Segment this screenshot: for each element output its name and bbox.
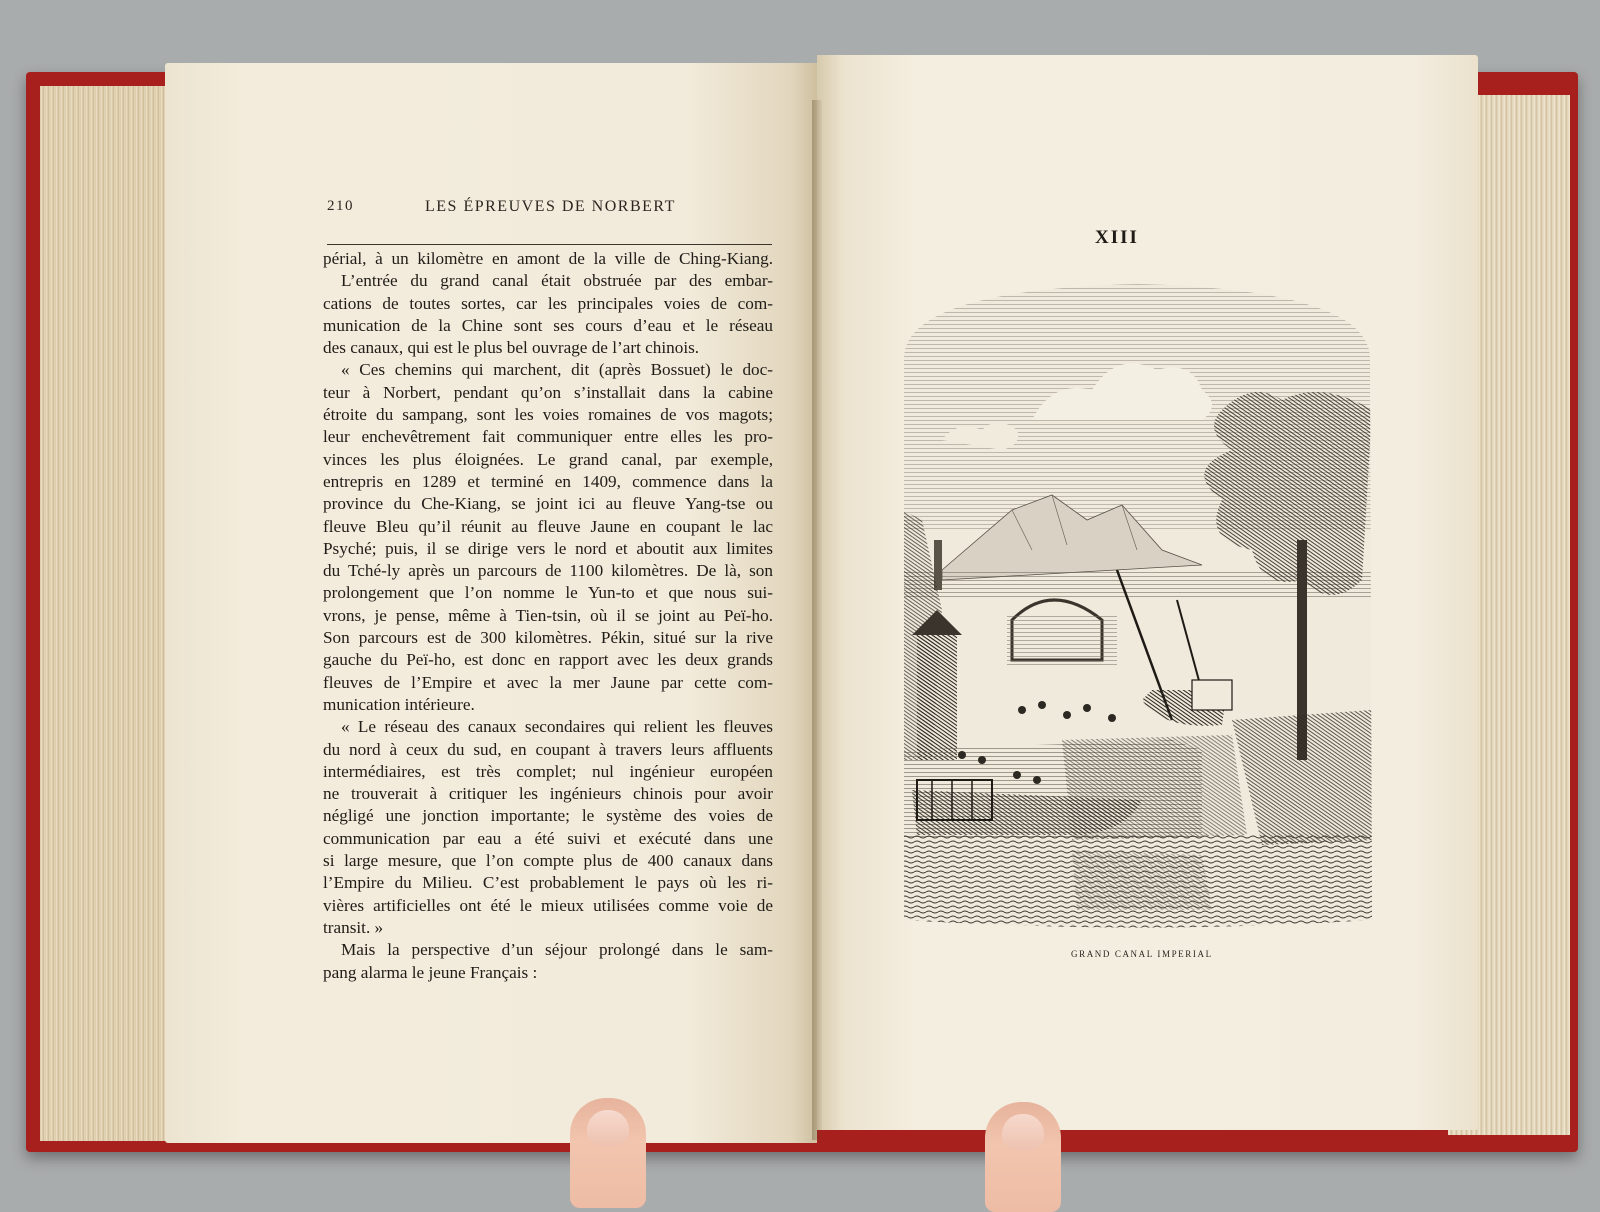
page-number: 210 — [327, 198, 354, 214]
page-edges-left — [40, 86, 168, 1141]
text-line: entrepris en 1289 et terminé en 1409, commence dans la — [323, 471, 773, 491]
text-line: fleuves de l’Empire et avec la mer Jaune par cette com- — [323, 672, 773, 692]
text-line: teur à Norbert, pendant qu’on s’installait dans la cabine — [323, 382, 773, 402]
engraving-illustration — [902, 280, 1374, 930]
text-line: vinces les plus éloignées. Le grand canal, par exemple, — [323, 449, 773, 469]
text-line: vrons, je pense, même à Tien-tsin, où il se joint au Peï-ho. — [323, 605, 773, 625]
text-line: « Le réseau des canaux secondaires qui relient les fleuves — [341, 717, 773, 737]
text-line: étroite du sampang, sont les voies romaines de vos magots; — [323, 405, 773, 425]
thumb-left — [570, 1098, 646, 1208]
text-line: communication par eau a été suivi et exécuté dans une — [323, 828, 773, 848]
text-line: pang alarma le jeune Français : — [323, 962, 538, 982]
text-line: prolongement que l’on nomme le Yun-to et que nous sui- — [323, 583, 773, 603]
thumbnail-right — [1002, 1114, 1044, 1150]
text-line: périal, à un kilomètre en amont de la ville de Ching-Kiang. — [323, 249, 773, 268]
header-rule — [327, 244, 772, 245]
text-line: Psyché; puis, il se dirige vers le nord et aboutit aux limites — [323, 538, 773, 558]
text-line: transit. » — [323, 917, 384, 937]
text-line: gauche du Peï-ho, est donc en rapport avec les deux grands — [323, 650, 773, 670]
chapter-number: XIII — [1095, 227, 1139, 248]
text-line: munication intérieure. — [323, 694, 475, 714]
illustration-caption: GRAND CANAL IMPERIAL — [1071, 949, 1213, 959]
text-line: intermédiaires, est très complet; nul ingénieur européen — [323, 761, 773, 781]
text-line: leur enchevêtrement fait communiquer entre elles les pro- — [323, 427, 773, 447]
text-line: Son parcours est de 300 kilomètres. Pékin, situé sur la rive — [323, 628, 773, 648]
text-line: du Tché-ly après un parcours de 1100 kilomètres. De là, son — [323, 561, 773, 581]
text-line: des canaux, qui est le plus bel ouvrage de l’art chinois. — [323, 338, 700, 358]
text-line: l’Empire du Milieu. C’est probablement le pays où les ri- — [323, 873, 773, 893]
thumb-right — [985, 1102, 1061, 1212]
text-line: L’entrée du grand canal était obstruée par des embar- — [341, 271, 773, 291]
text-line: fleuve Bleu qu’il réunit au fleuve Jaune en coupant le lac — [323, 516, 773, 536]
text-line: négligé une jonction importante; le système des voies de — [323, 806, 773, 826]
thumbnail-left — [587, 1110, 629, 1146]
text-line: si large mesure, que l’on compte plus de 400 canaux dans — [323, 851, 773, 871]
text-line: vières artificielles ont été le mieux utilisées comme voie de — [323, 895, 773, 915]
book-gutter — [812, 100, 822, 1140]
text-line: munication de la Chine sont ses cours d’eau et le réseau — [323, 315, 773, 335]
body-text — [323, 248, 773, 984]
text-line: ne trouverait à critiquer les ingénieurs chinois pour avoir — [323, 784, 773, 804]
text-line: cations de toutes sortes, car les principales voies de com- — [323, 293, 773, 313]
page-header — [327, 196, 772, 222]
text-line: « Ces chemins qui marchent, dit (après Bossuet) le doc- — [341, 360, 773, 380]
text-line: Mais la perspective d’un séjour prolongé dans le sam- — [341, 940, 773, 960]
text-line: province du Che-Kiang, se joint ici au fleuve Yang-tse ou — [323, 494, 773, 514]
running-title: LES ÉPREUVES DE NORBERT — [425, 198, 676, 215]
text-line: du nord à ceux du sud, en coupant à travers leurs affluents — [323, 739, 773, 759]
